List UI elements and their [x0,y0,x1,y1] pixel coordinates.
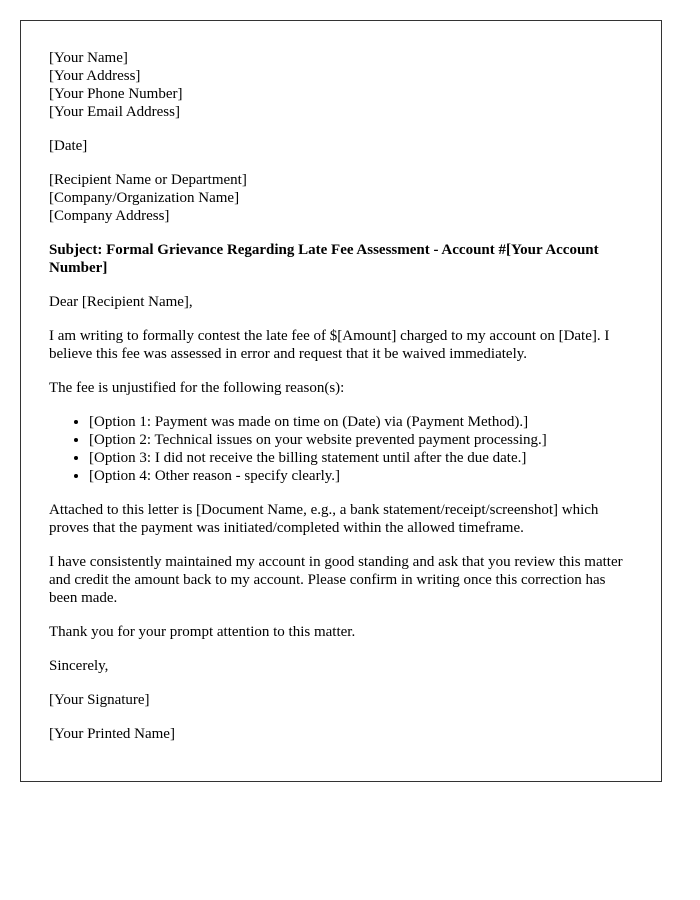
reasons-intro: The fee is unjustified for the following reason(s): [49,380,345,396]
subject-line [49,241,634,277]
recipient-name: [Recipient Name or Department] [49,172,247,188]
closing: Sincerely, [49,658,109,674]
reason-item: • [Option 3: I did not receive the billing statement until after the due date.] [89,449,634,467]
reason-item: • [Option 1: Payment was made on time on (Date) via (Payment Method).] [89,413,634,431]
date: [Date] [49,138,88,154]
intro-paragraph: I am writing to formally contest the late fee of $[Amount] charged to my account on [Date]. I believe this fee was assessed in error and request that it be waived immediately. [49,328,610,362]
thanks-paragraph: Thank you for your prompt attention to this matter. [49,624,356,640]
reasons-list [49,413,634,485]
signature: [Your Signature] [49,692,150,708]
reason-item: • [Option 4: Other reason - specify clearly.] [89,467,634,485]
standing-paragraph: I have consistently maintained my account in good standing and ask that you review this matter and credit the amount back to my account. Please confirm in writing once this correction has been made. [49,554,623,606]
letter [20,20,662,782]
salutation: Dear [Recipient Name], [49,294,193,310]
sender-phone: [Your Phone Number] [49,86,183,102]
recipient-block [49,171,634,225]
reason-item: • [Option 2: Technical issues on your website prevented payment processing.] [89,431,634,449]
subject-text: Subject: Formal Grievance Regarding Late Fee Assessment - Account #[Your Account Number] [49,242,599,276]
sender-email: [Your Email Address] [49,104,180,120]
attachment-paragraph: Attached to this letter is [Document Name, e.g., a bank statement/receipt/screenshot] which proves that the payment was initiated/completed within the allowed timeframe. [49,502,599,536]
sender-name: [Your Name] [49,50,128,66]
recipient-address: [Company Address] [49,208,170,224]
recipient-company: [Company/Organization Name] [49,190,240,206]
sender-block [49,49,634,121]
printed-name: [Your Printed Name] [49,726,175,742]
sender-address: [Your Address] [49,68,141,84]
